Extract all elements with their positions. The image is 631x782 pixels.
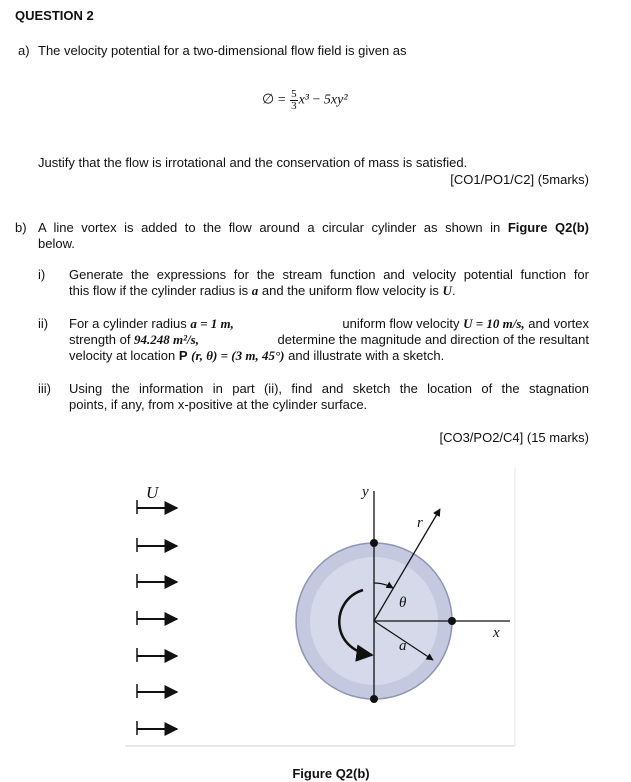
part-b-marks: [CO3/PO2/C4] (15 marks) bbox=[439, 430, 589, 445]
item-ii-radius: a = 1 m, bbox=[190, 316, 234, 331]
part-b-intro-text: A line vortex is added to the flow around a circular cylinder as shown in bbox=[38, 220, 508, 235]
surface-point-x bbox=[448, 617, 456, 625]
item-ii-location: (r, θ) = (3 m, 45°) bbox=[191, 348, 285, 363]
figure-caption: Figure Q2(b) bbox=[292, 766, 370, 781]
var-U: U bbox=[442, 283, 452, 298]
item-ii-label: ii) bbox=[38, 316, 49, 331]
item-i-text-end: . bbox=[451, 283, 456, 298]
var-a: a bbox=[251, 283, 259, 298]
label-U: U bbox=[146, 483, 159, 502]
item-ii-l1a-text: For a cylinder radius bbox=[69, 316, 191, 331]
equation-term2: 5xy² bbox=[323, 92, 348, 108]
fraction-denominator: 3 bbox=[291, 100, 297, 112]
item-iii-line2: points, if any, from x-positive at the cylinder surface. bbox=[69, 397, 368, 412]
item-ii-l1b-text: uniform flow velocity bbox=[342, 316, 464, 331]
item-i-text: this flow if the cylinder radius is bbox=[69, 283, 252, 298]
item-ii-l3a-text: velocity at location bbox=[69, 348, 179, 363]
item-iii-line1: Using the information in part (ii), find and sketch the location of the stagnation bbox=[69, 381, 589, 396]
item-i-text-mid: and the uniform flow velocity is bbox=[258, 283, 443, 298]
item-ii-strength: 94.248 m²/s, bbox=[134, 332, 199, 347]
part-a-text: The velocity potential for a two-dimensional flow field is given as bbox=[38, 43, 407, 58]
item-i-line1: Generate the expressions for the stream function and velocity potential function for bbox=[69, 267, 589, 282]
item-ii-l2b: determine the magnitude and direction of the resultant bbox=[277, 332, 589, 347]
equation-lhs: ∅ = bbox=[262, 92, 286, 108]
point-P: P bbox=[178, 348, 188, 363]
part-a-label: a) bbox=[18, 43, 30, 58]
equation-term1: x³ bbox=[298, 92, 310, 108]
surface-point-bottom bbox=[370, 695, 378, 703]
equation-minus: − bbox=[312, 92, 321, 108]
part-a-marks: [CO1/PO1/C2] (5marks) bbox=[450, 172, 589, 187]
label-x: x bbox=[493, 625, 500, 641]
item-ii-velocity: U = 10 m/s, bbox=[463, 316, 525, 331]
figure-reference: Figure Q2(b) bbox=[507, 220, 589, 235]
item-ii-l2a-text: strength of bbox=[69, 332, 135, 347]
question-title: QUESTION 2 bbox=[15, 8, 94, 23]
item-ii-l3b-text: and illustrate with a sketch. bbox=[284, 348, 445, 363]
item-ii-l1c-text: and vortex bbox=[524, 316, 589, 331]
item-i-label: i) bbox=[38, 267, 46, 282]
part-b-label: b) bbox=[15, 220, 27, 235]
part-b-intro-end: below. bbox=[38, 236, 75, 251]
stagnation-point-top bbox=[370, 539, 378, 547]
label-a: a bbox=[399, 638, 407, 654]
label-y: y bbox=[362, 484, 369, 500]
fraction-numerator: 5 bbox=[291, 88, 297, 100]
label-theta: θ bbox=[399, 595, 407, 611]
item-iii-label: iii) bbox=[38, 381, 51, 396]
label-r: r bbox=[417, 515, 423, 531]
part-a-justify: Justify that the flow is irrotational and the conservation of mass is satisfied. bbox=[38, 155, 468, 170]
